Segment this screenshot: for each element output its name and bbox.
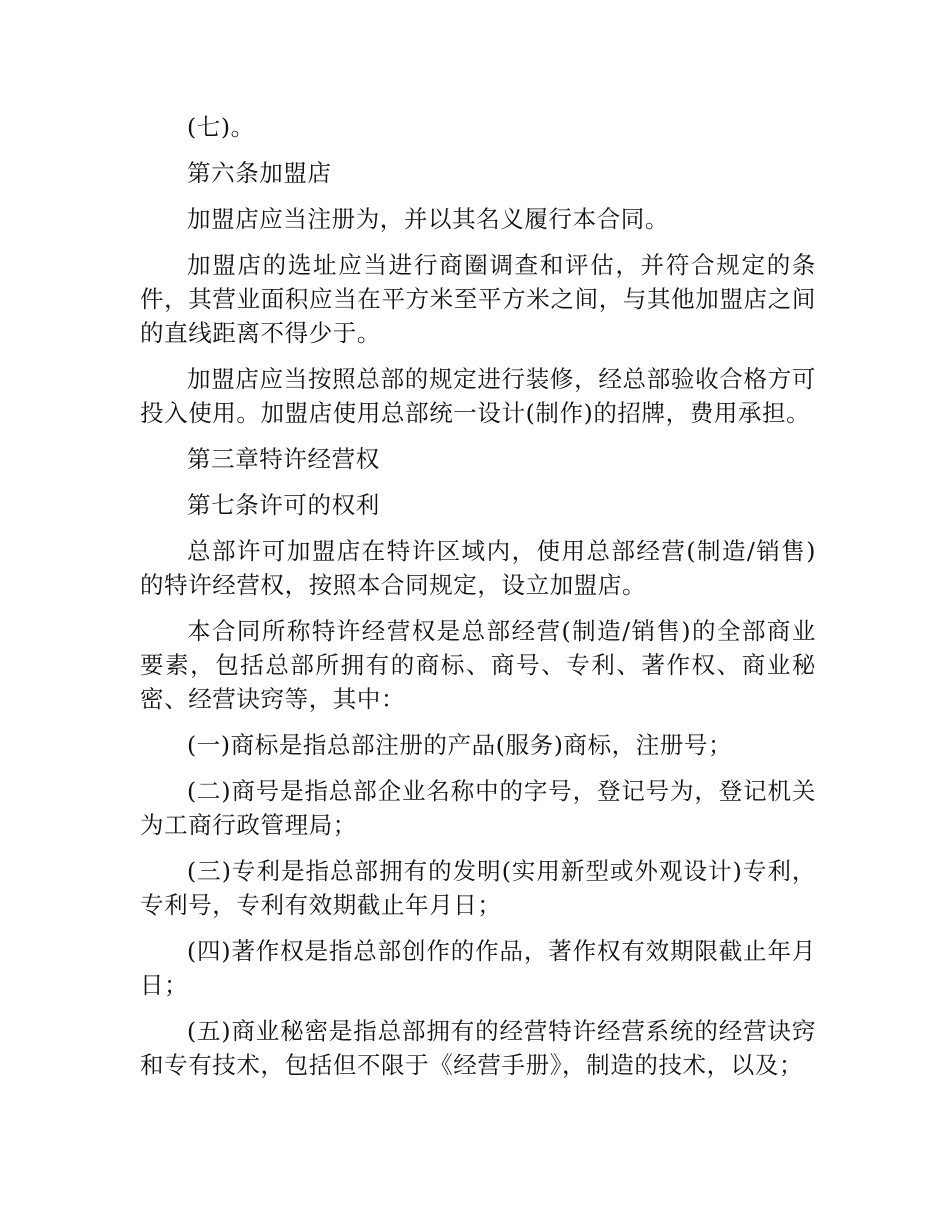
paragraph-item-7: (七)。: [187, 113, 255, 141]
list-item-trade-name: (二)商号是指总部企业名称中的字号，登记号为，登记机关为工商行政管理局；: [140, 777, 816, 839]
chapter-3-heading: 第三章特许经营权: [187, 445, 380, 473]
list-item-trade-secret: (五)商业秘密是指总部拥有的经营特许经营系统的经营诀窍和专有技术，包括但不限于《经营手册》，制造的技术，以及；: [140, 1017, 816, 1079]
paragraph: 总部许可加盟店在特许区域内，使用总部经营(制造/销售)的特许经营权，按照本合同规定，设立加盟店。: [140, 537, 816, 599]
paragraph: 加盟店应当注册为，并以其名义履行本合同。: [187, 205, 669, 233]
list-item-trademark: (一)商标是指总部注册的产品(服务)商标，注册号；: [187, 731, 733, 759]
paragraph: 加盟店的选址应当进行商圈调查和评估，并符合规定的条件，其营业面积应当在平方米至平方米之间，与其他加盟店之间的直线距离不得少于。: [140, 251, 816, 347]
article-6-heading: 第六条加盟店: [187, 159, 332, 187]
list-item-patent: (三)专利是指总部拥有的发明(实用新型或外观设计)专利，专利号，专利有效期截止年月日；: [140, 857, 816, 919]
paragraph: 加盟店应当按照总部的规定进行装修，经总部验收合格方可投入使用。加盟店使用总部统一设计(制作)的招牌，费用承担。: [140, 365, 816, 427]
article-7-heading: 第七条许可的权利: [187, 491, 380, 519]
paragraph: 本合同所称特许经营权是总部经营(制造/销售)的全部商业要素，包括总部所拥有的商标、商号、专利、著作权、商业秘密、经营诀窍等，其中：: [140, 617, 816, 713]
list-item-copyright: (四)著作权是指总部创作的作品，著作权有效期限截止年月日；: [140, 937, 816, 999]
document-body: [140, 110, 816, 1094]
